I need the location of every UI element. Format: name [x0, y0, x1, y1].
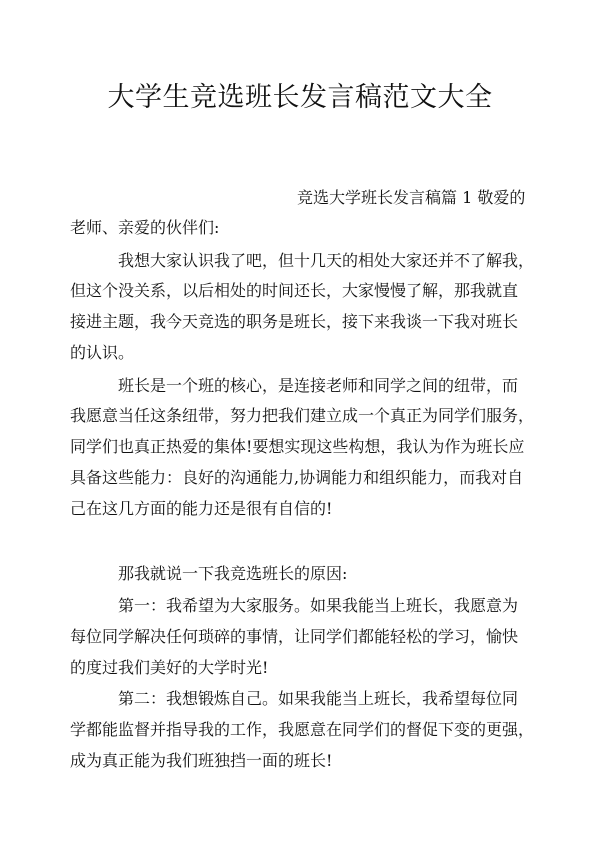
paragraph-4-line-2: 每位同学解决任何琐碎的事情，让同学们都能轻松的学习，愉快: [70, 627, 519, 646]
paragraph-5-line-2: 学都能监督并指导我的工作，我愿意在同学们的督促下变的更强，: [70, 720, 535, 739]
paragraph-2-line-4: 具备这些能力：良好的沟通能力,协调能力和组织能力，而我对自: [70, 468, 524, 487]
document-title: 大学生竞选班长发言稿范文大全: [107, 82, 493, 113]
paragraph-2-line-1: 班长是一个班的核心，是连接老师和同学之间的纽带，而: [118, 376, 519, 395]
paragraph-4-line-3: 的度过我们美好的大学时光!: [70, 658, 269, 677]
paragraph-2-line-5: 己在这几方面的能力还是很有自信的!: [70, 499, 333, 518]
heading-line: 竞选大学班长发言稿篇 1 敬爱的: [297, 188, 526, 207]
paragraph-4-line-1: 第一：我希望为大家服务。如果我能当上班长，我愿意为: [118, 596, 519, 615]
paragraph-1-line-3: 接进主题，我今天竞选的职务是班长，接下来我谈一下我对班长: [70, 312, 519, 331]
paragraph-5-line-3: 成为真正能为我们班独挡一面的班长!: [70, 751, 333, 770]
salutation: 老师、亲爱的伙伴们:: [70, 218, 220, 237]
paragraph-1-line-2: 但这个没关系，以后相处的时间还长，大家慢慢了解，那我就直: [70, 281, 519, 300]
paragraph-2-line-2: 我愿意当任这条纽带，努力把我们建立成一个真正为同学们服务，: [70, 406, 535, 425]
paragraph-3-line-1: 那我就说一下我竞选班长的原因:: [118, 564, 348, 583]
paragraph-5-line-1: 第二：我想锻炼自己。如果我能当上班长，我希望每位同: [118, 689, 519, 708]
paragraph-1-line-1: 我想大家认识我了吧，但十几天的相处大家还并不了解我，: [118, 251, 535, 270]
paragraph-2-line-3: 同学们也真正热爱的集体!要想实现这些构想，我认为作为班长应: [70, 437, 525, 456]
paragraph-1-line-4: 的认识。: [70, 343, 135, 362]
